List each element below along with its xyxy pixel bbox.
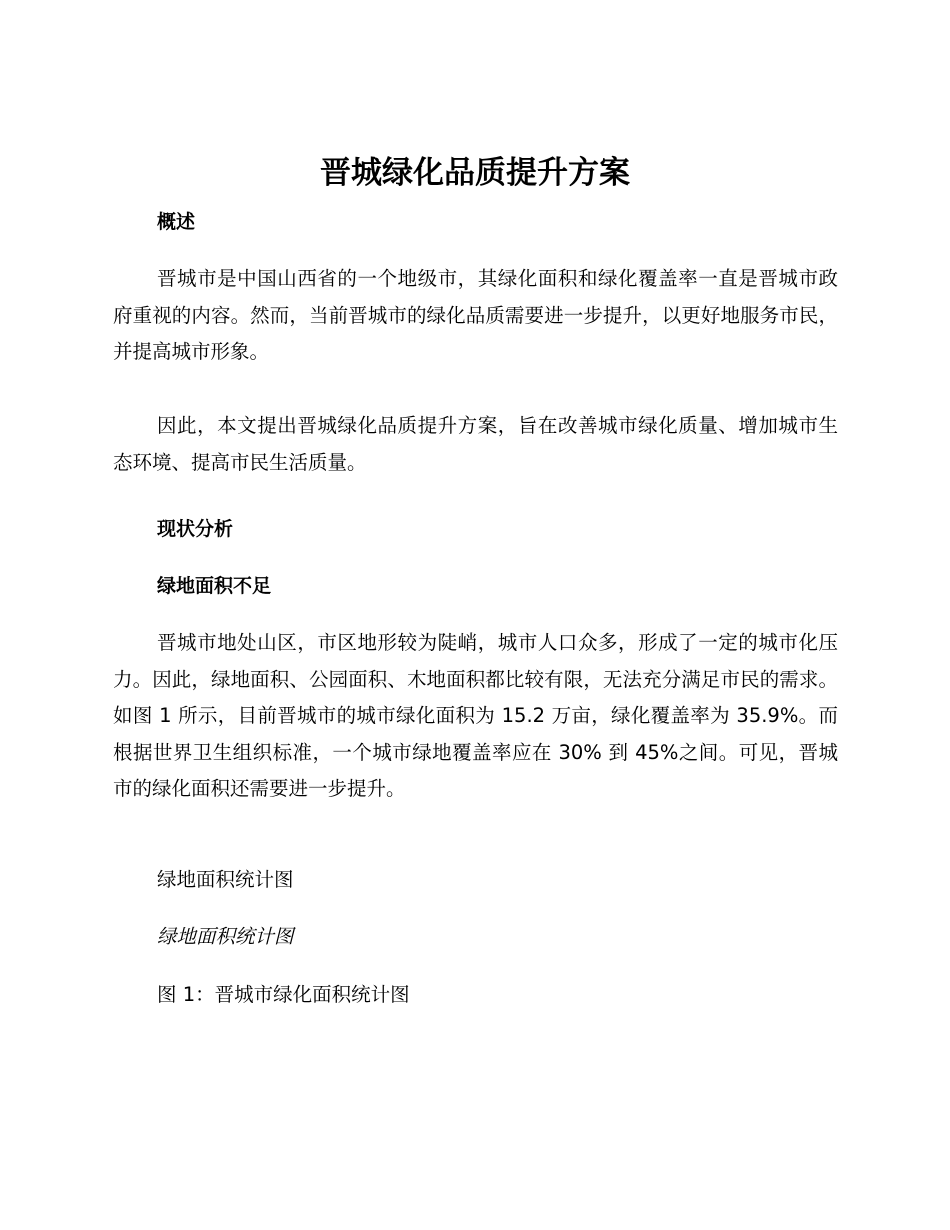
overview-paragraph-2: 因此，本文提出晋城绿化品质提升方案，旨在改善城市绿化质量、增加城市生态环境、提高市民生活质量。 [113,414,838,474]
overview-heading: 概述 [157,211,196,233]
figure-alt-text: 绿地面积统计图 [157,925,294,948]
figure-placeholder-text: 绿地面积统计图 [157,868,294,891]
status-analysis-heading: 现状分析 [157,518,234,540]
overview-paragraph-1: 晋城市是中国山西省的一个地级市，其绿化面积和绿化覆盖率一直是晋城市政府重视的内容。然而，当前晋城市的绿化品质需要进一步提升，以更好地服务市民，并提高城市形象。 [113,267,838,364]
document-title: 晋城绿化品质提升方案 [320,155,630,191]
greenland-shortage-heading: 绿地面积不足 [157,575,272,597]
figure-caption: 图 1：晋城市绿化面积统计图 [157,983,410,1006]
greenland-paragraph: 晋城市地处山区，市区地形较为陡峭，城市人口众多，形成了一定的城市化压力。因此，绿地面积、公园面积、木地面积都比较有限，无法充分满足市民的需求。如图 1 所示，目前晋城市的城市绿化面积为 15.2 万亩，绿化覆盖率为 35.9%。而根据世界卫生组织标准，一个城市绿地覆盖率应在 30% 到 45%之间。可见，晋城市的绿化面积还需要进一步提升。 [113,631,838,801]
